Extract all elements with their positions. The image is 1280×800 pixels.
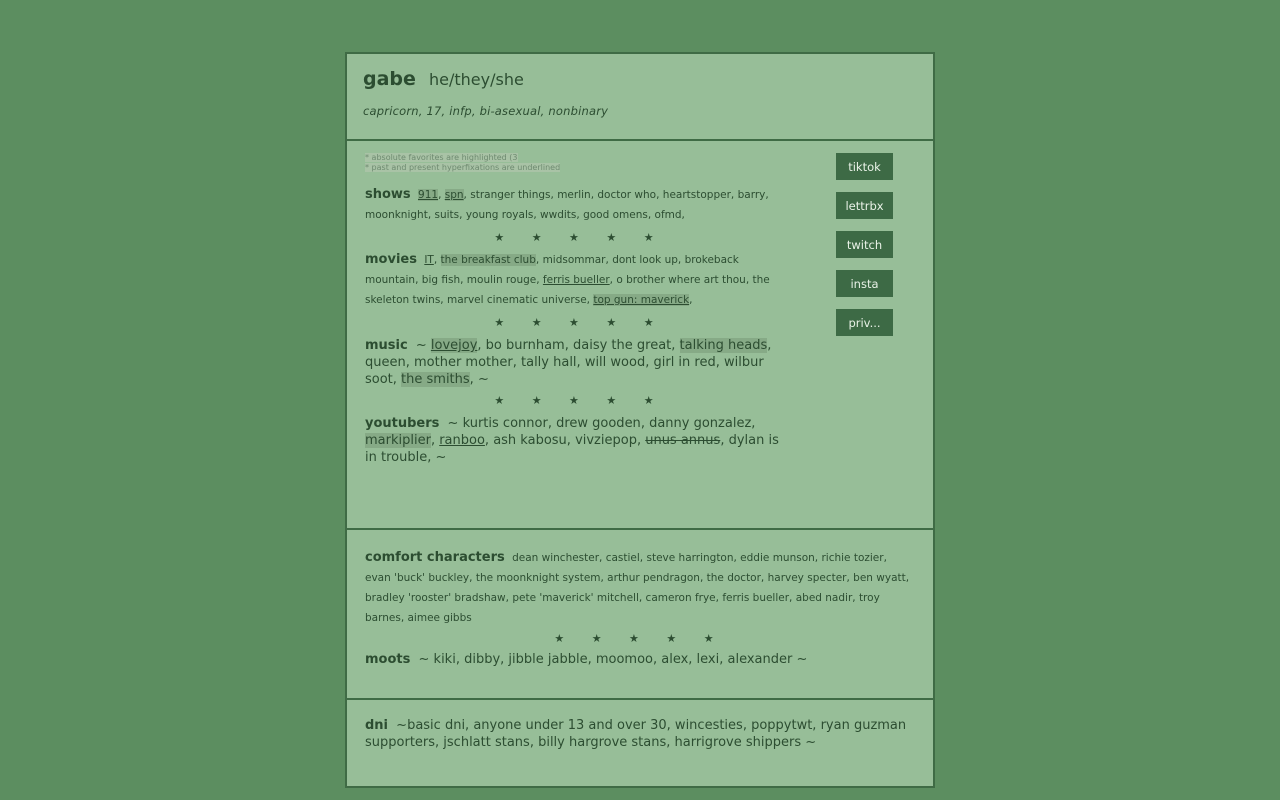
shows-item: stranger things [470,189,551,201]
social-links [836,153,893,336]
music-item: queen [365,355,406,370]
youtubers-item: kurtis connor [462,416,548,431]
music-item: talking heads [679,338,768,353]
profile-pronouns: he/they/she [429,70,524,89]
music-item: bo burnham [485,338,565,353]
youtubers-item: ash kabosu [493,433,567,448]
dni-text: ~basic dni, anyone under 13 and over 30, wincesties, poppytwt, ryan guzman supporters, jschlatt stans, billy hargrove stans, harrigrove shippers ~ [365,718,907,750]
movies-block [365,250,785,310]
instagram-link[interactable]: insta [836,270,893,297]
youtubers-item: danny gonzalez [649,416,752,431]
music-list: lovejoy, bo burnham, daisy the great, talking heads, queen, mother mother, tally hall, will wood, girl in red, wilbur soot, the smiths, [365,338,772,387]
youtubers-prefix: ~ [447,416,459,431]
movies-item: the breakfast club [440,254,536,266]
tiktok-link[interactable]: tiktok [836,153,893,180]
profile-identity: capricorn, 17, infp, bi-asexual, nonbinary [363,104,609,118]
youtubers-item: dylan is in trouble [365,433,779,465]
shows-item: doctor who [597,189,657,201]
music-suffix: ~ [477,372,489,387]
comfort-section [347,530,933,700]
shows-item: young royals [465,209,534,221]
music-item: mother mother [414,355,513,370]
movies-item: the skeleton twins [365,274,770,306]
dni-block [365,717,915,751]
youtubers-item: drew gooden [556,416,641,431]
movies-list: IT, the breakfast club, midsommar, dont look up, brokeback mountain, big fish, moulin rouge, ferris bueller, o brother where art thou, the skeleton twins, marvel cinematic universe, top gun: maverick, [365,254,770,306]
star-divider: ★ ★ ★ ★ ★ [494,394,666,407]
shows-item: suits [434,209,460,221]
moots-block [365,651,915,668]
shows-item: barry [737,189,766,201]
movies-item: midsommar [542,254,606,266]
movies-item: ferris bueller [542,274,610,286]
comfort-label: comfort characters [365,550,505,565]
youtubers-item: markiplier [365,433,431,448]
profile-name: gabe [363,68,416,90]
music-item: lovejoy [430,338,478,353]
shows-item: 911 [418,189,439,201]
music-item: tally hall [521,355,577,370]
movies-label: movies [365,252,417,267]
movies-item: dont look up [612,254,678,266]
shows-list: 911, spn, stranger things, merlin, doctor who, heartstopper, barry, moonknight, suits, young royals, wwdits, good omens, ofmd, [365,189,769,221]
shows-item: merlin [557,189,591,201]
twitch-link[interactable]: twitch [836,231,893,258]
movies-item: top gun: maverick [593,294,690,306]
star-divider: ★ ★ ★ ★ ★ [494,316,666,329]
youtubers-block [365,415,785,466]
shows-item: moonknight [365,209,428,221]
shows-item: ofmd [654,209,682,221]
youtubers-suffix: ~ [435,450,447,465]
moots-list: ~ kiki, dibby, jibble jabble, moomoo, alex, lexi, alexander ~ [418,652,808,667]
legend-notes [365,153,915,173]
comfort-list: dean winchester, castiel, steve harrington, eddie munson, richie tozier, evan 'buck' buckley, the moonknight system, arthur pendragon, the doctor, harvey specter, ben wyatt, bradley 'rooster' bradshaw, pete 'maverick' mitchell, cameron frye, ferris bueller, abed nadir, troy barnes, aimee gibbs [365,552,910,624]
letterboxd-link[interactable]: lettrbx [836,192,893,219]
profile-header [347,54,933,141]
private-link[interactable]: priv... [836,309,893,336]
shows-item: spn [444,189,464,201]
shows-block [365,185,785,225]
legend-underline-note: * past and present hyperfixations are underlined [365,163,561,172]
music-prefix: ~ [415,338,427,353]
movies-item: marvel cinematic universe [446,294,587,306]
movies-item: brokeback mountain [365,254,739,286]
music-label: music [365,338,408,353]
movies-item: IT [424,254,434,266]
profile-card [345,52,935,788]
youtubers-item: unus annus [645,433,721,448]
movies-item: big fish [421,274,461,286]
favorites-section [347,141,933,530]
movies-item: moulin rouge [466,274,537,286]
shows-item: heartstopper [662,189,731,201]
music-item: the smiths [401,372,470,387]
star-divider: ★ ★ ★ ★ ★ [494,231,666,244]
legend-highlight-note: * absolute favorites are highlighted (3 [365,153,518,162]
moots-label: moots [365,652,411,667]
comfort-block [365,548,915,628]
music-item: wilbur soot [365,355,764,387]
music-item: girl in red [653,355,716,370]
youtubers-list: kurtis connor, drew gooden, danny gonzalez, markiplier, ranboo, ash kabosu, vivziepop, unus annus, dylan is in trouble, [365,416,779,465]
star-divider: ★ ★ ★ ★ ★ [554,632,726,645]
youtubers-label: youtubers [365,416,440,431]
movies-item: o brother where art thou [616,274,746,286]
youtubers-item: ranboo [439,433,485,448]
dni-label: dni [365,718,389,733]
shows-item: good omens [583,209,648,221]
shows-label: shows [365,187,411,202]
youtubers-item: vivziepop [575,433,637,448]
shows-item: wwdits [540,209,577,221]
music-block [365,337,785,388]
music-item: daisy the great [573,338,672,353]
dni-section [347,700,933,751]
music-item: will wood [584,355,646,370]
